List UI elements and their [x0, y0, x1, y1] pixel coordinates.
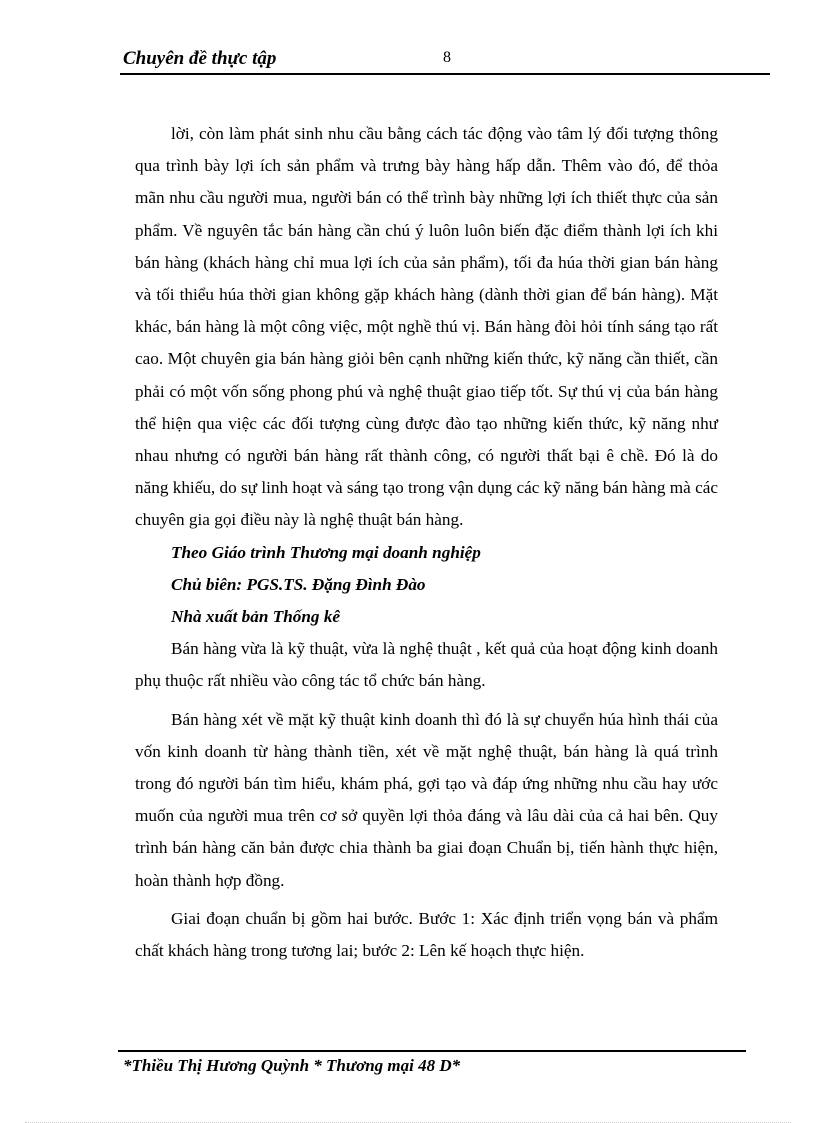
- body-paragraph-3: Bán hàng xét về mặt kỹ thuật kinh doanh thì đó là sự chuyển húa hình thái của vốn kinh doanh từ hàng thành tiền, xét về mặt nghệ thuật, bán hàng là quá trình trong đó người bán tìm hiểu, khám phá, gợi tạo và đáp ứng những nhu cầu hay ước muốn của người mua trên cơ sở quyền lợi thỏa đáng và lâu dài của cả hai bên. Quy trình bán hàng căn bản được chia thành ba giai đoạn Chuẩn bị, tiến hành thực hiện, hoàn thành hợp đồng.: [135, 709, 718, 890]
- header-divider: [120, 73, 770, 75]
- body-paragraph-1: lời, còn làm phát sinh nhu cầu bằng cách tác động vào tâm lý đối tượng thông qua trình bày lợi ích sản phẩm và trưng bày hàng hấp dẫn. Thêm vào đó, để thỏa mãn nhu cầu người mua, người bán có thể trình bày những lợi ích thiết thực của sản phẩm. Về nguyên tắc bán hàng cần chú ý luôn luôn biến đặc điểm thành lợi ích khi bán hàng (khách hàng chỉ mua lợi ích của sản phẩm), tối đa húa thời gian bán hàng và tối thiểu húa thời gian không gặp khách hàng (dành thời gian để bán hàng). Mặt khác, bán hàng là một công việc, một nghề thú vị. Bán hàng đòi hỏi tính sáng tạo rất cao. Một chuyên gia bán hàng giỏi bên cạnh những kiến thức, kỹ năng cần thiết, cần phải có một vốn sống phong phú và nghệ thuật giao tiếp tốt. Sự thú vị của bán hàng thể hiện qua việc các đối tượng cùng được đào tạo những kiến thức, kỹ năng như nhau nhưng có người bán hàng rất thành công, có người thất bại ê chề. Đó là do năng khiếu, do sự linh hoạt và sáng tạo trong vận dụng các kỹ năng bán hàng mà các chuyên gia gọi điều này là nghệ thuật bán hàng.: [135, 124, 718, 530]
- body-paragraph-2: Bán hàng vừa là kỹ thuật, vừa là nghệ thuật , kết quả của hoạt động kinh doanh phụ thuộc rất nhiều vào công tác tổ chức bán hàng.: [135, 639, 718, 691]
- footer-text: *Thiều Thị Hương Quỳnh * Thương mại 48 D*: [123, 1056, 461, 1075]
- document-body: [135, 118, 718, 967]
- body-paragraph-4: Giai đoạn chuẩn bị gồm hai bước. Bước 1: Xác định triển vọng bán và phẩm chất khách hàng trong tương lai; bước 2: Lên kế hoạch thực hiện.: [135, 908, 718, 961]
- source-title: Theo Giáo trình Thương mại doanh nghiệp: [171, 542, 481, 562]
- page-number: 8: [443, 49, 451, 66]
- header-title: Chuyên đề thực tập: [123, 48, 277, 69]
- source-editor: Chủ biên: PGS.TS. Đặng Đình Đào: [171, 574, 426, 594]
- source-publisher: Nhà xuất bản Thống kê: [171, 607, 341, 627]
- footer-divider: [118, 1050, 746, 1052]
